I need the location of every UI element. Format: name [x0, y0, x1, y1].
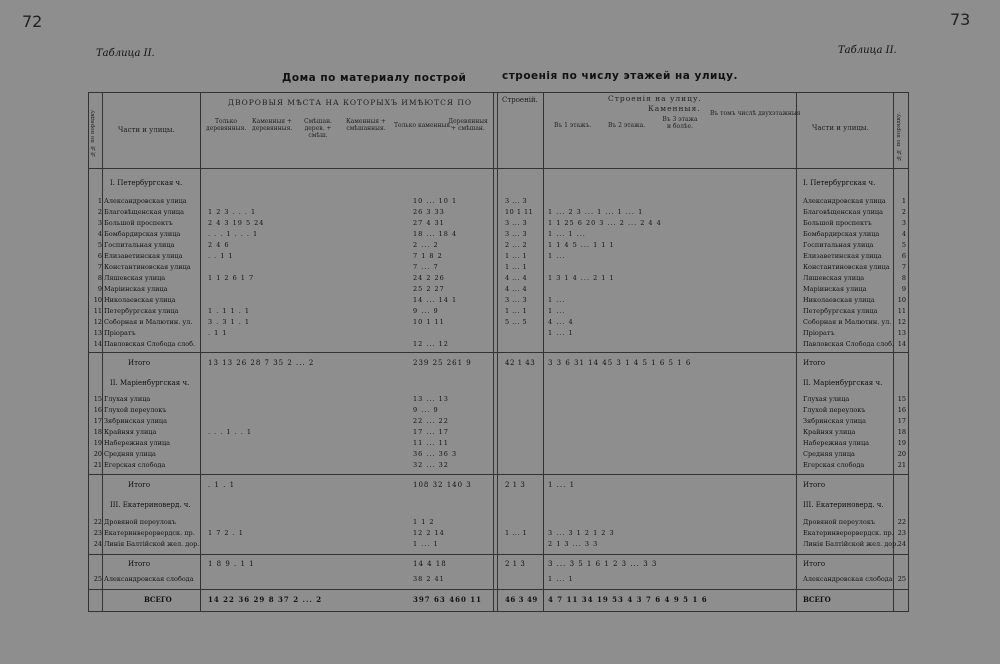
row-number: 21: [93, 461, 102, 469]
row-values: 3 . 3 1 . 1: [208, 318, 251, 326]
table-row: [88, 460, 909, 471]
row-name-right: Набережная улица: [803, 439, 870, 447]
row-number-right: 11: [897, 307, 906, 315]
row-name: Екатеринверорвердск. пр.: [104, 529, 195, 537]
row-name: Благовѣщенская улица: [104, 208, 184, 216]
row-number: 2: [97, 208, 102, 216]
table-row: [88, 394, 909, 405]
row-number: 7: [97, 263, 102, 271]
row-values: 1 ...: [548, 252, 566, 260]
row-name: Павловская Слобода слоб.: [104, 340, 196, 348]
row-number-right: 18: [897, 428, 906, 436]
row-name-right: Егерская слобода: [803, 461, 865, 469]
row-name: Средняя улица: [104, 450, 156, 458]
row-name-right: Большой проспектъ: [803, 219, 872, 227]
row-values: 13 ... 13: [413, 395, 449, 403]
grand-total-label-right: ВСЕГО: [803, 595, 831, 604]
row-values: 1 7 2 . 1: [208, 529, 244, 537]
row-values: 4 ... 4: [505, 285, 528, 293]
row-number: 19: [93, 439, 102, 447]
row-number-right: 4: [901, 230, 906, 238]
table-row: [88, 574, 909, 585]
table-row: [88, 528, 909, 539]
row-values: 12 ... 12: [413, 340, 449, 348]
row-number: 10: [93, 296, 102, 304]
row-name: Пріоратъ: [104, 329, 136, 337]
rule: [88, 589, 909, 590]
rule: [88, 611, 909, 612]
table-row: [88, 317, 909, 328]
row-values: 3 ... 3: [505, 219, 528, 227]
row-number-right: 19: [897, 439, 906, 447]
row-name-right: Маріинская улица: [803, 285, 867, 293]
rule: [88, 92, 909, 93]
rule: [88, 168, 909, 169]
row-number: 18: [93, 428, 102, 436]
row-number-right: 24: [897, 540, 906, 548]
table-row: [88, 284, 909, 295]
grand-total-values: 46 3 49: [505, 595, 538, 604]
grand-total-row: [88, 594, 909, 605]
row-number-right: 17: [897, 417, 906, 425]
row-name: Петербургская улица: [104, 307, 179, 315]
total-label-right: Итого: [803, 359, 826, 367]
grand-total-values: 14 22 36 29 8 37 2 ... 2: [208, 595, 323, 604]
row-values: 9 ... 9: [413, 406, 439, 414]
table-row: [88, 262, 909, 273]
row-values: 7 ... 7: [413, 263, 439, 271]
page-number-left: 72: [22, 12, 43, 31]
row-values: 1 . 1 1 . 1: [208, 307, 251, 315]
row-values: 1 ... 1: [505, 252, 528, 260]
row-number-right: 2: [901, 208, 906, 216]
row-name-right: Петербургская улица: [803, 307, 878, 315]
row-number-right: 16: [897, 406, 906, 414]
statistics-table: [88, 92, 909, 612]
table-label-right: Таблица II.: [838, 45, 897, 56]
row-number-right: 25: [897, 575, 906, 583]
row-number: 15: [93, 395, 102, 403]
row-values: 2 4 6: [208, 241, 230, 249]
total-label-right: Итого: [803, 481, 826, 489]
row-number-right: 12: [897, 318, 906, 326]
row-name: Крайняя улица: [104, 428, 157, 436]
total-values: 1 ... 1: [548, 481, 576, 489]
row-number-right: 8: [901, 274, 906, 282]
row-values: 1 2 3 . . . 1: [208, 208, 257, 216]
header-three-floor: Въ 3 этажа и болѣе.: [662, 116, 698, 130]
row-values: 2 1 3 ... 3 3: [548, 540, 599, 548]
section-title: [88, 378, 909, 389]
row-number-right: 20: [897, 450, 906, 458]
row-number: 8: [97, 274, 102, 282]
table-row: [88, 229, 909, 240]
row-number-right: 14: [897, 340, 906, 348]
grand-total-label: ВСЕГО: [144, 595, 172, 604]
row-number-right: 10: [897, 296, 906, 304]
row-values: . . . 1 . . . 1: [208, 230, 259, 238]
row-number: 25: [93, 575, 102, 583]
row-name: Соборная и Малютин. ул.: [104, 318, 193, 326]
row-values: 1 1 2: [413, 518, 435, 526]
row-name-right: Ляшевская улица: [803, 274, 865, 282]
row-number: 14: [93, 340, 102, 348]
header-including: Въ томъ числѣ двухэтажныя: [710, 110, 801, 117]
total-values: 14 4 18: [413, 560, 447, 568]
table-title-left: Дома по материалу построй: [282, 72, 467, 84]
row-values: 7 1 8 2: [413, 252, 443, 260]
section-title: [88, 500, 909, 511]
row-name-right: Константиновская улица: [803, 263, 890, 271]
row-values: 25 2 27: [413, 285, 445, 293]
row-name: Александровская улица: [104, 197, 187, 205]
total-row: [88, 559, 909, 570]
row-values: 3 ... 3: [505, 296, 528, 304]
row-values: 4 ... 4: [505, 274, 528, 282]
row-number-right: 1: [901, 197, 906, 205]
row-number-right: 6: [901, 252, 906, 260]
table-row: [88, 416, 909, 427]
row-values: 17 ... 17: [413, 428, 449, 436]
row-number: 16: [93, 406, 102, 414]
row-name-right: Глухой переулокъ: [803, 406, 866, 414]
row-values: 5 ... 5: [505, 318, 528, 326]
row-name-right: Зябринская улица: [803, 417, 866, 425]
row-name: Госпитальная улица: [104, 241, 175, 249]
row-number: 24: [93, 540, 102, 548]
row-number-right: 7: [901, 263, 906, 271]
total-row: [88, 358, 909, 369]
rule: [88, 474, 909, 475]
row-name: Глухой переулокъ: [104, 406, 167, 414]
row-number: 6: [97, 252, 102, 260]
total-label: Итого: [128, 359, 151, 367]
header-stone: Каменныя + деревянныя.: [252, 118, 293, 132]
header-stone-mixed: Каменныя + смѣшанныя.: [346, 118, 386, 132]
header-two-floor: Въ 2 этажа.: [608, 122, 646, 129]
row-number: 11: [93, 307, 102, 315]
grand-total-values: 4 7 11 34 19 53 4 3 7 6 4 9 5 1 6: [548, 595, 708, 604]
row-values: 1 1 2 6 1 7: [208, 274, 255, 282]
row-values: 1 ... 2 3 ... 1 ... 1 ... 1: [548, 208, 644, 216]
row-values: 27 4 31: [413, 219, 445, 227]
row-name: Николаевская улица: [104, 296, 176, 304]
row-values: . 1 1: [208, 329, 228, 337]
row-name: Бомбардирская улица: [104, 230, 181, 238]
section-title-left: II. Маріенбургская ч.: [110, 379, 190, 387]
table-row: [88, 273, 909, 284]
row-number-right: 23: [897, 529, 906, 537]
row-number: 5: [97, 241, 102, 249]
row-name-right: Крайняя улица: [803, 428, 856, 436]
row-values: 32 ... 32: [413, 461, 449, 469]
row-name-right: Екатеринверорвердск. пр.: [803, 529, 894, 537]
table-row: [88, 328, 909, 339]
row-values: 1 ... 1: [505, 263, 528, 271]
row-number: 4: [97, 230, 102, 238]
row-number: 22: [93, 518, 102, 526]
row-number-right: 15: [897, 395, 906, 403]
row-values: 11 ... 11: [413, 439, 449, 447]
row-number: 9: [97, 285, 102, 293]
row-values: 1 ... 1: [548, 575, 574, 583]
row-values: 36 ... 36 3: [413, 450, 458, 458]
row-values: 18 ... 18 4: [413, 230, 458, 238]
row-name-right: Бомбардирская улица: [803, 230, 880, 238]
total-values: 3 ... 3 5 1 6 1 2 3 ... 3 3: [548, 560, 658, 568]
row-values: 1 3 1 4 ... 2 1 1: [548, 274, 615, 282]
total-label-right: Итого: [803, 560, 826, 568]
row-number-right: 21: [897, 461, 906, 469]
row-name: Линія Балтійской жел. дор.: [104, 540, 200, 548]
row-name-right: Павловская Слобода слоб.: [803, 340, 895, 348]
table-title-right: строенія по числу этажей на улицу.: [502, 70, 738, 82]
row-values: 3 ... 3 1 2 1 2 3: [548, 529, 615, 537]
table-label-left: Таблица II.: [96, 48, 155, 59]
row-values: 1 1 4 5 ... 1 1 1: [548, 241, 615, 249]
row-values: 10 ... 10 1: [413, 197, 458, 205]
row-values: 24 2 26: [413, 274, 445, 282]
row-name: Егерская слобода: [104, 461, 166, 469]
row-values: 38 2 41: [413, 575, 445, 583]
total-values: 3 3 6 31 14 45 3 1 4 5 1 6 5 1 6: [548, 359, 692, 367]
row-name: Набережная улица: [104, 439, 171, 447]
row-number: 12: [93, 318, 102, 326]
row-values: 1 ... 1: [548, 329, 574, 337]
row-number: 20: [93, 450, 102, 458]
row-values: 3 ... 3: [505, 230, 528, 238]
row-name-right: Александровская улица: [803, 197, 886, 205]
section-title: [88, 178, 909, 189]
row-values: 4 ... 4: [548, 318, 574, 326]
table-row: [88, 306, 909, 317]
table-row: [88, 196, 909, 207]
total-values: 2 1 3: [505, 560, 526, 568]
header-stone-buildings: Каменныя.: [648, 104, 701, 113]
row-name: Маріинская улица: [104, 285, 168, 293]
row-values: 3 ... 3: [505, 197, 528, 205]
row-values: 12 2 14: [413, 529, 445, 537]
total-label: Итого: [128, 560, 151, 568]
header-only-wooden: Только деревянныя.: [206, 118, 247, 132]
row-values: 9 ... 9: [413, 307, 439, 315]
row-values: 1 ...: [548, 307, 566, 315]
row-name-right: Александровская слобода: [803, 575, 893, 583]
table-row: [88, 438, 909, 449]
row-values: 2 ... 2: [413, 241, 439, 249]
total-values: 108 32 140 3: [413, 481, 472, 489]
table-row: [88, 218, 909, 229]
row-number: 1: [97, 197, 102, 205]
row-number-right: 22: [897, 518, 906, 526]
table-row: [88, 539, 909, 550]
header-floors: Строенія на улицу.: [608, 94, 702, 103]
section-title-right: I. Петербургская ч.: [803, 179, 876, 187]
row-name: Константиновская улица: [104, 263, 191, 271]
row-name-right: Госпитальная улица: [803, 241, 874, 249]
row-name-right: Средняя улица: [803, 450, 855, 458]
row-values: 2 4 3 19 5 24: [208, 219, 265, 227]
total-values: 42 1 43: [505, 359, 536, 367]
table-row: [88, 427, 909, 438]
row-number-right: 3: [901, 219, 906, 227]
section-title-left: I. Петербургская ч.: [110, 179, 183, 187]
row-values: 14 ... 14 1: [413, 296, 458, 304]
section-title-right: II. Маріенбургская ч.: [803, 379, 883, 387]
row-values: 10 1 11: [505, 208, 534, 216]
table-row: [88, 405, 909, 416]
row-name-right: Линія Балтійской жел. дор.: [803, 540, 899, 548]
row-number: 17: [93, 417, 102, 425]
section-title-left: III. Екатериноверд. ч.: [110, 501, 191, 509]
table-row: [88, 240, 909, 251]
total-values: 239 25 261 9: [413, 359, 472, 367]
row-values: 1 ... 1 ...: [548, 230, 586, 238]
row-name: Большой проспектъ: [104, 219, 173, 227]
header-only-stone: Только каменныя.: [394, 122, 452, 129]
table-row: [88, 517, 909, 528]
section-title-right: III. Екатериноверд. ч.: [803, 501, 884, 509]
total-values: 1 8 9 . 1 1: [208, 560, 255, 568]
row-number: 3: [97, 219, 102, 227]
row-values: 22 ... 22: [413, 417, 449, 425]
header-number-col: №№ по порядку: [90, 110, 96, 157]
total-values: 2 1 3: [505, 481, 526, 489]
row-name-right: Соборная и Малютин. ул.: [803, 318, 892, 326]
row-number-right: 13: [897, 329, 906, 337]
rule: [88, 554, 909, 555]
grand-total-values: 397 63 460 11: [413, 595, 483, 604]
row-name: Дровяной переулокъ: [104, 518, 177, 526]
row-number: 13: [93, 329, 102, 337]
row-name: Александровская слобода: [104, 575, 194, 583]
header-one-floor: Въ 1 этажъ.: [554, 122, 592, 129]
row-values: 26 3 33: [413, 208, 445, 216]
header-courtyard: ДВОРОВЫЯ МѢСТА НА КОТОРЫХЪ ИМѢЮТСЯ ПО: [228, 98, 473, 107]
row-number-right: 9: [901, 285, 906, 293]
row-values: 1 ... 1: [413, 540, 439, 548]
header-buildings: Строеній.: [502, 96, 538, 104]
row-values: 1 ... 1: [505, 529, 528, 537]
header-mixed: Смѣшан. дерев. + смѣш.: [304, 118, 332, 139]
row-name: Зябринская улица: [104, 417, 167, 425]
row-number-right: 5: [901, 241, 906, 249]
total-row: [88, 480, 909, 491]
total-label: Итого: [128, 481, 151, 489]
total-values: . 1 . 1: [208, 481, 236, 489]
row-name-right: Елизаветинская улица: [803, 252, 882, 260]
header-number-col-right: №№ по порядку.: [896, 112, 902, 161]
table-row: [88, 339, 909, 350]
table-row: [88, 207, 909, 218]
table-row: [88, 295, 909, 306]
table-row: [88, 449, 909, 460]
table-row: [88, 251, 909, 262]
row-values: 1 ...: [548, 296, 566, 304]
row-values: . . 1 1: [208, 252, 234, 260]
row-name: Глухая улица: [104, 395, 151, 403]
row-values: 10 1 11: [413, 318, 445, 326]
row-values: . . . 1 . . 1: [208, 428, 252, 436]
rule: [88, 352, 909, 353]
row-name-right: Пріоратъ: [803, 329, 835, 337]
row-values: 2 ... 2: [505, 241, 528, 249]
header-parts-right: Части и улицы.: [812, 124, 869, 132]
row-name-right: Благовѣщенская улица: [803, 208, 883, 216]
total-values: 13 13 26 28 7 35 2 ... 2: [208, 359, 315, 367]
row-values: 1 1 25 6 20 3 ... 2 ... 2 4 4: [548, 219, 662, 227]
row-name-right: Дровяной переулокъ: [803, 518, 876, 526]
row-name: Елизаветинская улица: [104, 252, 183, 260]
row-name-right: Николаевская улица: [803, 296, 875, 304]
row-values: 1 ... 1: [505, 307, 528, 315]
page-number-right: 73: [950, 10, 971, 29]
header-wooden-mixed: Деревянныя + смѣшан.: [448, 118, 488, 132]
row-name-right: Глухая улица: [803, 395, 850, 403]
row-name: Ляшевская улица: [104, 274, 166, 282]
row-number: 23: [93, 529, 102, 537]
header-parts-left: Части и улицы.: [118, 126, 175, 134]
